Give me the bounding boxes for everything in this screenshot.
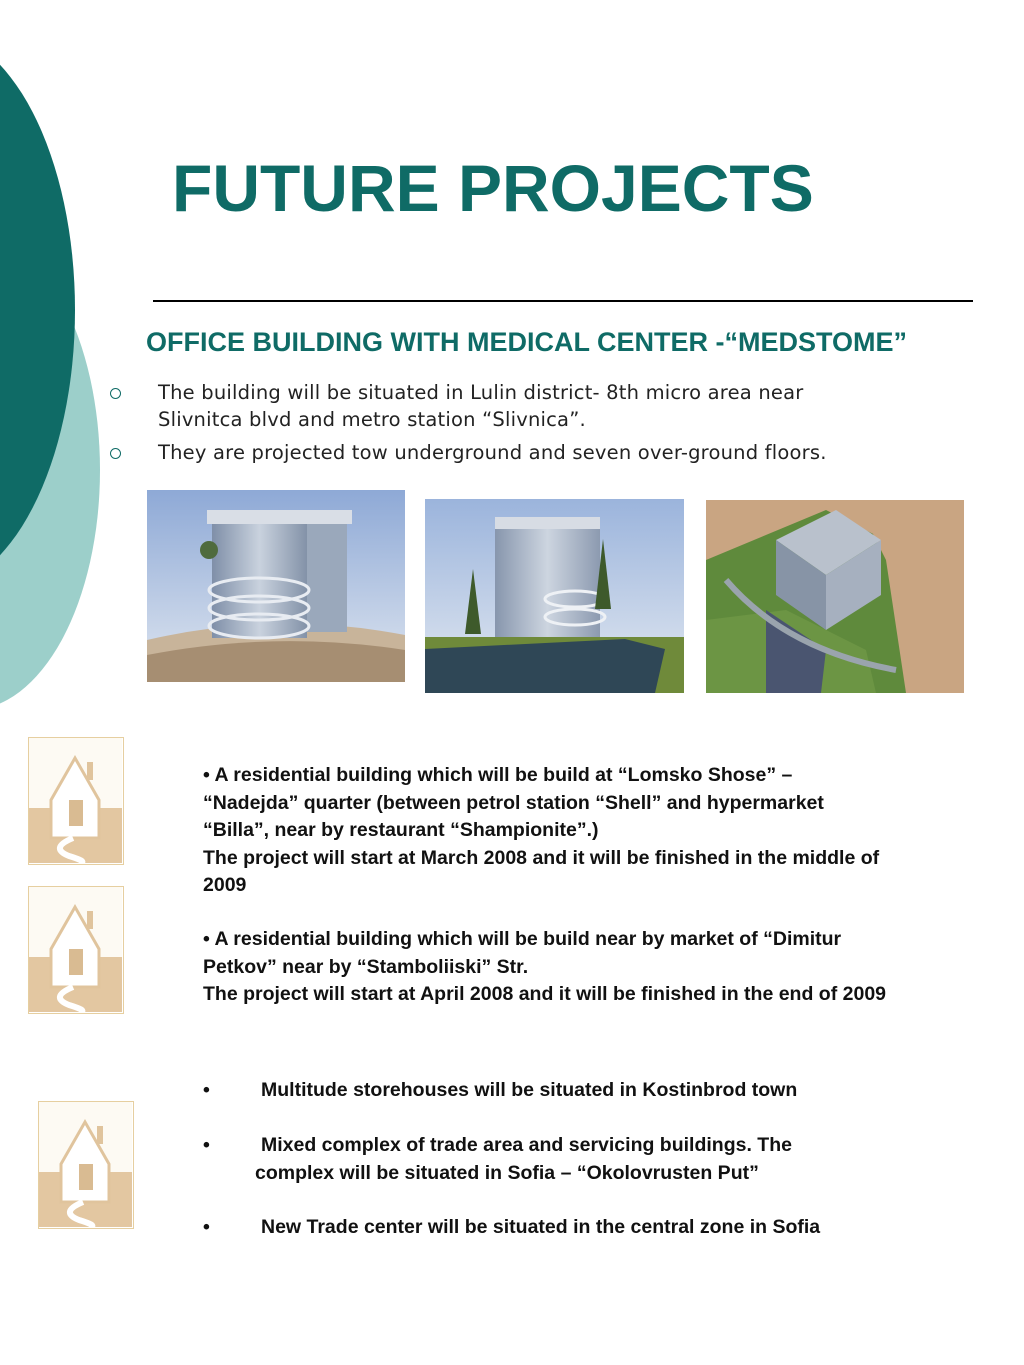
project-1-line2: “Nadejda” quarter (between petrol station “Shell” and hypermarket bbox=[203, 791, 824, 814]
project-5-line1: New Trade center will be situated in the central zone in Sofia bbox=[261, 1216, 821, 1238]
title-divider bbox=[153, 300, 973, 302]
bullet: • bbox=[203, 1134, 210, 1156]
decorative-side-shapes bbox=[0, 0, 110, 720]
circle-bullet-icon bbox=[110, 388, 121, 399]
house-icon bbox=[28, 886, 124, 1014]
bullet: • bbox=[203, 1216, 210, 1238]
project-2-line2: Petkov” near by “Stamboliiski” Str. bbox=[203, 955, 529, 978]
section-subtitle: OFFICE BUILDING WITH MEDICAL CENTER -“MEDSTOME” bbox=[146, 327, 907, 357]
circle-bullet-icon bbox=[110, 448, 121, 459]
project-3-line1: Multitude storehouses will be situated in Kostinbrod town bbox=[261, 1079, 798, 1101]
intro-bullet-1-line2: Slivnitca blvd and metro station “Slivnica”. bbox=[158, 408, 586, 431]
project-1-line5: 2009 bbox=[203, 874, 247, 896]
building-render-side-view bbox=[425, 499, 684, 693]
intro-bullet-2-line1: They are projected tow underground and seven over-ground floors. bbox=[158, 441, 827, 464]
intro-bullet-1-line1: The building will be situated in Lulin district- 8th micro area near bbox=[158, 381, 804, 404]
bullet: • bbox=[203, 1079, 210, 1101]
intro-bullet-1 bbox=[158, 379, 803, 433]
project-lomsko-shose bbox=[203, 762, 1013, 900]
project-4-line1: Mixed complex of trade area and servicing buildings. The bbox=[261, 1134, 792, 1156]
building-render-front-view bbox=[147, 490, 405, 682]
project-4-line2: complex will be situated in Sofia – “Okolovrusten Put” bbox=[255, 1161, 759, 1184]
project-1-line1: • A residential building which will be build at “Lomsko Shose” – bbox=[203, 764, 793, 786]
building-render-aerial-view bbox=[706, 500, 964, 693]
project-2-line3: The project will start at April 2008 and it will be finished in the end of 2009 bbox=[203, 983, 887, 1005]
intro-bullet-2 bbox=[158, 439, 827, 466]
project-1-line3: “Billa”, near by restaurant “Shampionite”.) bbox=[203, 819, 599, 841]
house-icon bbox=[38, 1101, 134, 1229]
project-2-line1: • A residential building which will be build near by market of “Dimitur bbox=[203, 928, 842, 950]
project-dimitur-petkov bbox=[203, 926, 1013, 1009]
house-icon bbox=[28, 737, 124, 865]
page-title: FUTURE PROJECTS bbox=[172, 151, 814, 225]
project-1-line4: The project will start at March 2008 and it will be finished in the middle of bbox=[203, 846, 880, 869]
